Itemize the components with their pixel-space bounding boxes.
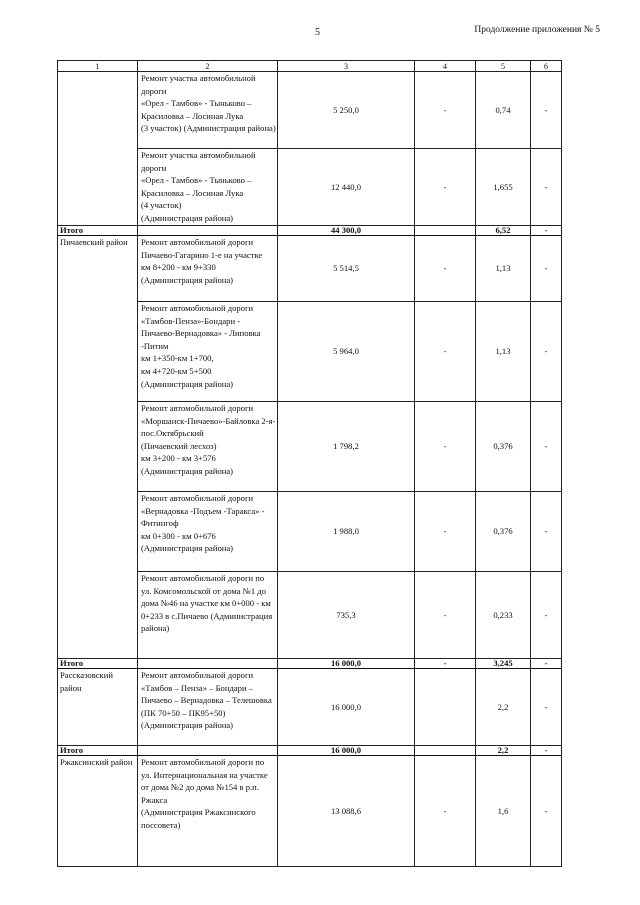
amount: 1 798,2 (278, 402, 415, 492)
work-description: Ремонт автомобильной дороги по ул. Интернациональная на участке от дома №2 до дома №154 в р.п. Ржакса (Администрация Ржаксинского поссовета) (138, 756, 278, 867)
col4-value: - (415, 572, 476, 659)
length-km: 0,376 (476, 492, 531, 572)
total-row (58, 659, 562, 669)
amount: 5 964,0 (278, 302, 415, 402)
district-name: Рассказовский район (58, 669, 138, 746)
table-row (58, 669, 562, 746)
length-km: 1,6 (476, 756, 531, 867)
work-description: Ремонт автомобильной дороги по ул. Комсомольской от дома №1 до дома №46 на участке км 0+000 - км 0+233 в с.Пичаево (Администрация района) (138, 572, 278, 659)
col6-value: - (531, 492, 562, 572)
page-number: 5 (315, 27, 320, 38)
column-number: 1 (58, 61, 138, 72)
work-description: Ремонт автомобильной дороги «Тамбов – Пенза» – Бондари – Пичаево – Вернадовка – Телешовка (ПК 70+50 – ПК95+50) (Администрация района) (138, 669, 278, 746)
col6-value: - (531, 756, 562, 867)
col4-value: - (415, 492, 476, 572)
total-col4 (415, 226, 476, 236)
col6-value: - (531, 302, 562, 402)
amount: 1 988,0 (278, 492, 415, 572)
length-km: 1,13 (476, 302, 531, 402)
amount: 735,3 (278, 572, 415, 659)
col4-value: - (415, 236, 476, 302)
total-sum: 16 000,0 (278, 659, 415, 669)
length-km: 0,376 (476, 402, 531, 492)
total-row (58, 226, 562, 236)
column-number-row (58, 61, 562, 72)
total-blank (138, 746, 278, 756)
length-km: 1,655 (476, 149, 531, 226)
work-description: Ремонт автомобильной дороги «Вернадовка -Подъем -Таракса» - Фитингоф км 0+300 - км 0+676 (Администрация района) (138, 492, 278, 572)
column-number: 3 (278, 61, 415, 72)
work-description: Ремонт автомобильной дороги Пичаево-Гагарино 1-е на участке км 8+200 - км 9+330 (Администрация района) (138, 236, 278, 302)
total-col6: - (531, 659, 562, 669)
col4-value: - (415, 72, 476, 149)
total-label: Итого (58, 746, 138, 756)
col6-value: - (531, 236, 562, 302)
total-length: 2,2 (476, 746, 531, 756)
length-km: 0,233 (476, 572, 531, 659)
col4-value (415, 669, 476, 746)
total-sum: 16 000,0 (278, 746, 415, 756)
col4-value: - (415, 402, 476, 492)
total-col6: - (531, 226, 562, 236)
col6-value: - (531, 402, 562, 492)
work-description: Ремонт участка автомобильной дороги «Орел - Тамбов» - Тыньково – Красиловка – Лосиная Лука (4 участок) (Администрация района) (138, 149, 278, 226)
amount: 13 088,6 (278, 756, 415, 867)
length-km: 2,2 (476, 669, 531, 746)
road-repair-table (57, 60, 562, 867)
col4-value: - (415, 756, 476, 867)
table-row (58, 72, 562, 149)
total-length: 3,245 (476, 659, 531, 669)
total-col4 (415, 746, 476, 756)
total-sum: 44 300,0 (278, 226, 415, 236)
appendix-continuation-note: Продолжение приложения № 5 (474, 25, 600, 35)
table-row (58, 236, 562, 302)
district-name (58, 72, 138, 226)
total-blank (138, 659, 278, 669)
work-description: Ремонт участка автомобильной дороги «Орел - Тамбов» - Тыньково – Красиловка – Лосиная Лука (3 участок) (Администрация района) (138, 72, 278, 149)
table-row (58, 756, 562, 867)
column-number: 2 (138, 61, 278, 72)
col4-value: - (415, 149, 476, 226)
col6-value: - (531, 72, 562, 149)
col6-value: - (531, 669, 562, 746)
column-number: 6 (531, 61, 562, 72)
total-label: Итого (58, 226, 138, 236)
total-row (58, 746, 562, 756)
amount: 5 250,0 (278, 72, 415, 149)
col4-value: - (415, 302, 476, 402)
length-km: 1,13 (476, 236, 531, 302)
amount: 5 514,5 (278, 236, 415, 302)
total-blank (138, 226, 278, 236)
amount: 12 440,0 (278, 149, 415, 226)
length-km: 0,74 (476, 72, 531, 149)
total-length: 6,52 (476, 226, 531, 236)
total-col6: - (531, 746, 562, 756)
district-name: Пичаевский район (58, 236, 138, 659)
work-description: Ремонт автомобильной дороги «Моршанск-Пичаево»-Байловка 2-я- пос.Октябрьский (Пичаевский лесхоз) км 3+200 - км 3+576 (Администрация района) (138, 402, 278, 492)
col6-value: - (531, 572, 562, 659)
amount: 16 000,0 (278, 669, 415, 746)
column-number: 5 (476, 61, 531, 72)
col6-value: - (531, 149, 562, 226)
district-name: Ржаксинский район (58, 756, 138, 867)
total-label: Итого (58, 659, 138, 669)
total-col4: - (415, 659, 476, 669)
column-number: 4 (415, 61, 476, 72)
work-description: Ремонт автомобильной дороги «Тамбов-Пенза»-Бондари - Пичаево-Вернадовка» - Липовка -Питим км 1+350-км 1+700, км 4+720-км 5+500 (Администрация района) (138, 302, 278, 402)
